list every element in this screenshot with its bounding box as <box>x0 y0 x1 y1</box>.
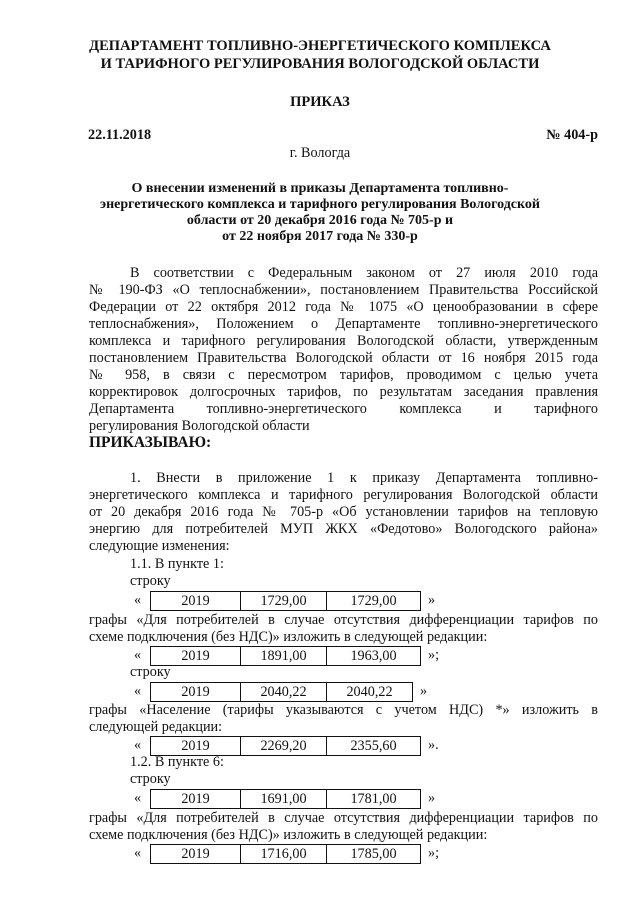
org-name-line-2: И ТАРИФНОГО РЕГУЛИРОВАНИЯ ВОЛОГОДСКОЙ ОБЛАСТИ <box>100 56 540 72</box>
quote-open: « <box>134 737 142 753</box>
quote-open: « <box>134 683 142 699</box>
preamble-line: Федерации от 22 октября 2012 года № 1075 «О ценообразовании в сфере <box>89 299 598 315</box>
preamble-line: В соответствии с Федеральным законом от 27 июля 2010 года <box>130 265 598 281</box>
tariff-row <box>0 591 640 611</box>
preamble-line: постановлением Правительства Вологодской области от 16 ноября 2015 года <box>89 350 598 366</box>
item1-line: от 20 декабря 2016 года № 705-р «Об установлении тарифов на тепловую <box>89 504 598 520</box>
quote-open: « <box>134 592 142 608</box>
preamble-line: регулирования Вологодской области <box>89 418 310 434</box>
value-cell: 1963,00 <box>326 646 421 666</box>
year-cell: 2019 <box>150 844 241 864</box>
title-line: области от 20 декабря 2016 года № 705-р и <box>186 213 454 228</box>
quote-close: ». <box>428 737 439 753</box>
graph-text: графы «Для потребителей в случае отсутствия дифференциации тарифов по <box>89 810 598 826</box>
value-cell: 1891,00 <box>240 646 327 666</box>
subitem-1-1: 1.1. В пункте 1: <box>130 556 224 572</box>
quote-close: » <box>428 790 436 806</box>
tariff-row <box>0 736 640 756</box>
stroku-label: строку <box>130 573 171 589</box>
title-line: энергетического комплекса и тарифного регулирования Вологодской <box>100 197 540 212</box>
graph-text: графы «Для потребителей в случае отсутствия дифференциации тарифов по <box>89 612 598 628</box>
value-cell: 2269,20 <box>240 736 327 756</box>
preamble-line: корректировок долгосрочных тарифов, по результатам заседания правления <box>89 384 598 400</box>
city: г. Вологда <box>289 145 351 161</box>
quote-open: « <box>134 790 142 806</box>
year-cell: 2019 <box>150 789 241 809</box>
graph-text: следующей редакции: <box>89 719 223 735</box>
stroku-label: строку <box>130 664 171 680</box>
preamble-line: комплекса и тарифного регулирования Вологодской области, утвержденным <box>89 333 598 349</box>
doc-date: 22.11.2018 <box>88 127 152 143</box>
year-cell: 2019 <box>150 736 241 756</box>
item1-line: следующие изменения: <box>89 538 230 554</box>
title-line: О внесении изменений в приказы Департамента топливно- <box>131 181 509 196</box>
item1-line: энергетического комплекса и тарифного регулирования Вологодской области <box>89 487 598 503</box>
order-word: ПРИКАЗЫВАЮ: <box>89 434 212 451</box>
value-cell: 1691,00 <box>240 789 327 809</box>
value-cell: 1716,00 <box>240 844 327 864</box>
preamble-line: № 190-ФЗ «О теплоснабжении», постановлением Правительства Российской <box>89 282 598 298</box>
quote-close: » <box>428 592 436 608</box>
preamble-line: теплоснабжения», Положением о Департаменте топливно-энергетического <box>89 316 598 332</box>
value-cell: 1785,00 <box>326 844 421 864</box>
graph-text: графы «Население (тарифы указываются с учетом НДС) *» изложить в <box>89 702 598 718</box>
graph-text: схеме подключения (без НДС)» изложить в следующей редакции: <box>89 827 488 843</box>
stroku-label: строку <box>130 771 171 787</box>
value-cell: 1781,00 <box>326 789 421 809</box>
quote-close: »; <box>428 845 440 861</box>
tariff-row <box>0 789 640 809</box>
value-cell: 2355,60 <box>326 736 421 756</box>
graph-text: схеме подключения (без НДС)» изложить в следующей редакции: <box>89 629 488 645</box>
doc-type: ПРИКАЗ <box>290 94 350 110</box>
preamble-line: Департамента топливно-энергетического комплекса и тарифного <box>89 401 598 417</box>
item1-line: 1. Внести в приложение 1 к приказу Департамента топливно- <box>130 470 598 486</box>
subitem-1-2: 1.2. В пункте 6: <box>130 754 224 770</box>
year-cell: 2019 <box>150 646 241 666</box>
value-cell: 1729,00 <box>326 591 421 611</box>
year-cell: 2019 <box>150 682 241 702</box>
preamble-line: № 958, в связи с пересмотром тарифов, проводимом с целью учета <box>89 367 598 383</box>
doc-number: № 404-р <box>546 127 598 143</box>
value-cell: 2040,22 <box>240 682 327 702</box>
tariff-row <box>0 682 640 702</box>
year-cell: 2019 <box>150 591 241 611</box>
item1-line: энергию для потребителей МУП ЖКХ «Федотово» Вологодского района» <box>89 521 598 537</box>
title-line: от 22 ноября 2017 года № 330-р <box>222 229 418 244</box>
quote-close: » <box>420 683 428 699</box>
quote-open: « <box>134 845 142 861</box>
org-name-line-1: ДЕПАРТАМЕНТ ТОПЛИВНО-ЭНЕРГЕТИЧЕСКОГО КОМПЛЕКСА <box>89 38 551 54</box>
quote-open: « <box>134 647 142 663</box>
value-cell: 1729,00 <box>240 591 327 611</box>
tariff-row <box>0 646 640 666</box>
value-cell: 2040,22 <box>326 682 413 702</box>
tariff-row <box>0 844 640 864</box>
quote-close: »; <box>428 647 440 663</box>
